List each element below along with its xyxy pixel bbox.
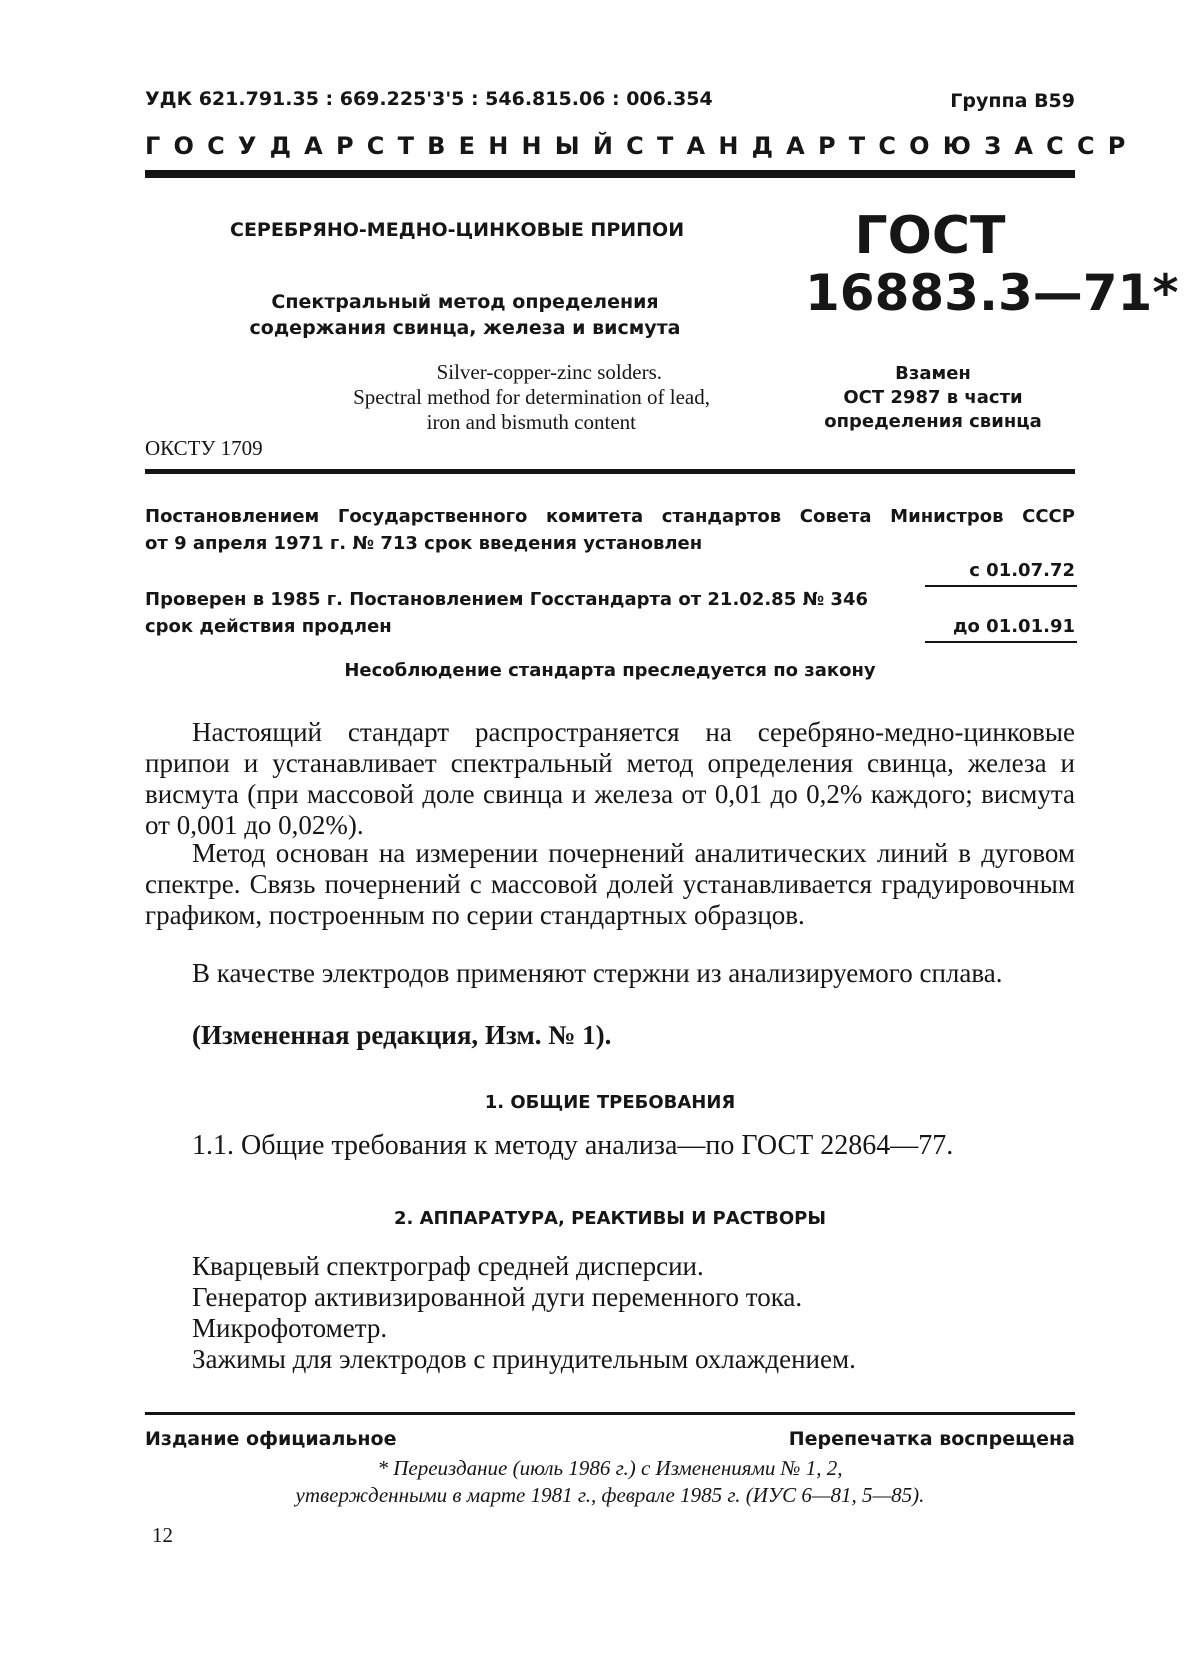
decree-word: комитета — [545, 506, 644, 527]
subtitle-line-1: Спектральный метод определения — [271, 291, 659, 313]
decree-line-3: Проверен в 1985 г. Постановлением Госстандарта от 21.02.85 № 346 — [145, 589, 868, 610]
title-en-line-1: Silver-copper-zinc solders. — [436, 360, 662, 384]
decree-word: стандартов — [661, 506, 782, 527]
replaces-line-2: ОСТ 2987 в части — [843, 387, 1023, 408]
decree-line-1 — [145, 504, 1075, 530]
equipment-item: Кварцевый спектрограф средней дисперсии. — [192, 1251, 704, 1281]
decree-word: Государственного — [337, 506, 528, 527]
reprint-prohibited: Перепечатка воспрещена — [788, 1428, 1075, 1450]
official-edition: Издание официальное — [145, 1428, 397, 1450]
clause-1-1: 1.1. Общие требования к методу анализа—по ГОСТ 22864—77. — [192, 1130, 954, 1161]
title-english — [215, 360, 710, 435]
title-en-line-2: Spectral method for determination of lead, — [353, 385, 710, 409]
paragraph-electrodes: В качестве электродов применяют стержни из анализируемого сплава. — [192, 958, 1003, 988]
subtitle-russian — [230, 289, 700, 341]
footer-rule — [145, 1412, 1075, 1415]
decree-word: Постановлением — [145, 506, 320, 527]
section-2-title: 2. АППАРАТУРА, РЕАКТИВЫ И РАСТВОРЫ — [393, 1208, 827, 1229]
footnote-line-1: * Переиздание (июль 1986 г.) с Изменениями № 1, 2, — [377, 1456, 843, 1480]
section-1-title: 1. ОБЩИЕ ТРЕБОВАНИЯ — [484, 1092, 736, 1113]
date-extended: до 01.01.91 — [953, 616, 1075, 637]
oksty-code: ОКСТУ 1709 — [145, 436, 263, 460]
heading-word-state: ГОСУДАРСТВЕННЫЙ — [145, 132, 627, 160]
date-introduced: с 01.07.72 — [969, 560, 1075, 581]
replaces-line-1: Взамен — [895, 363, 971, 384]
equipment-item: Микрофотометр. — [192, 1313, 388, 1343]
reissue-footnote — [145, 1455, 1075, 1509]
paragraph-scope: Настоящий стандарт распространяется на серебряно-медно-цинковые припои и устанавливает спектральный метод определения свинца, железа и висмута (при массовой доле свинца и железа от 0,01 до 0,2% каждого; висмута от 0,001 до 0,02%). — [145, 717, 1075, 840]
gost-label: ГОСТ — [854, 206, 1006, 266]
paragraph-method: Метод основан на измерении почернений аналитических линий в дуговом спектре. Связь почернений с массовой долей устанавливается градуировочным графиком, построенным по серии стандартных образцов. — [145, 838, 1075, 930]
title-en-line-3: iron and bismuth content — [426, 410, 636, 434]
footnote-line-2: утвержденными в марте 1981 г., феврале 1985 г. (ИУС 6—81, 5—85). — [295, 1483, 925, 1507]
replaces-line-3: определения свинца — [824, 411, 1042, 432]
page-number: 12 — [152, 1523, 173, 1547]
subtitle-line-2: содержания свинца, железа и висмута — [249, 317, 681, 339]
amendment-note: (Измененная редакция, Изм. № 1). — [192, 1020, 612, 1050]
equipment-item: Зажимы для электродов с принудительным охлаждением. — [192, 1344, 856, 1374]
legal-warning: Несоблюдение стандарта преследуется по закону — [344, 660, 876, 681]
udk-code: УДК 621.791.35 : 669.225'3'5 : 546.815.06 : 006.354 — [145, 88, 713, 110]
decree-word: СССР — [1022, 506, 1075, 527]
gost-number: 16883.3—71* — [805, 264, 1179, 322]
decree-line-4: срок действия продлен — [145, 616, 392, 637]
decree-line-2: от 9 апреля 1971 г. № 713 срок введения установлен — [145, 533, 703, 554]
replaces-note — [808, 362, 1058, 434]
heading-word-standard: СТАНДАРТ — [626, 132, 879, 160]
date-introduced-underline — [925, 585, 1077, 587]
state-standard-heading — [145, 132, 1139, 160]
decree-word: Министров — [890, 506, 1004, 527]
heading-word-union: СОЮЗА — [878, 132, 1047, 160]
title-rule — [145, 469, 1075, 474]
title-russian: СЕРЕБРЯНО-МЕДНО-ЦИНКОВЫЕ ПРИПОИ — [230, 219, 685, 241]
header-rule — [145, 170, 1075, 178]
equipment-item: Генератор активизированной дуги переменного тока. — [192, 1282, 803, 1312]
heading-word-ussr: ССР — [1046, 132, 1139, 160]
date-extended-underline — [925, 641, 1077, 643]
group-code: Группа В59 — [950, 90, 1075, 112]
decree-word: Совета — [799, 506, 872, 527]
